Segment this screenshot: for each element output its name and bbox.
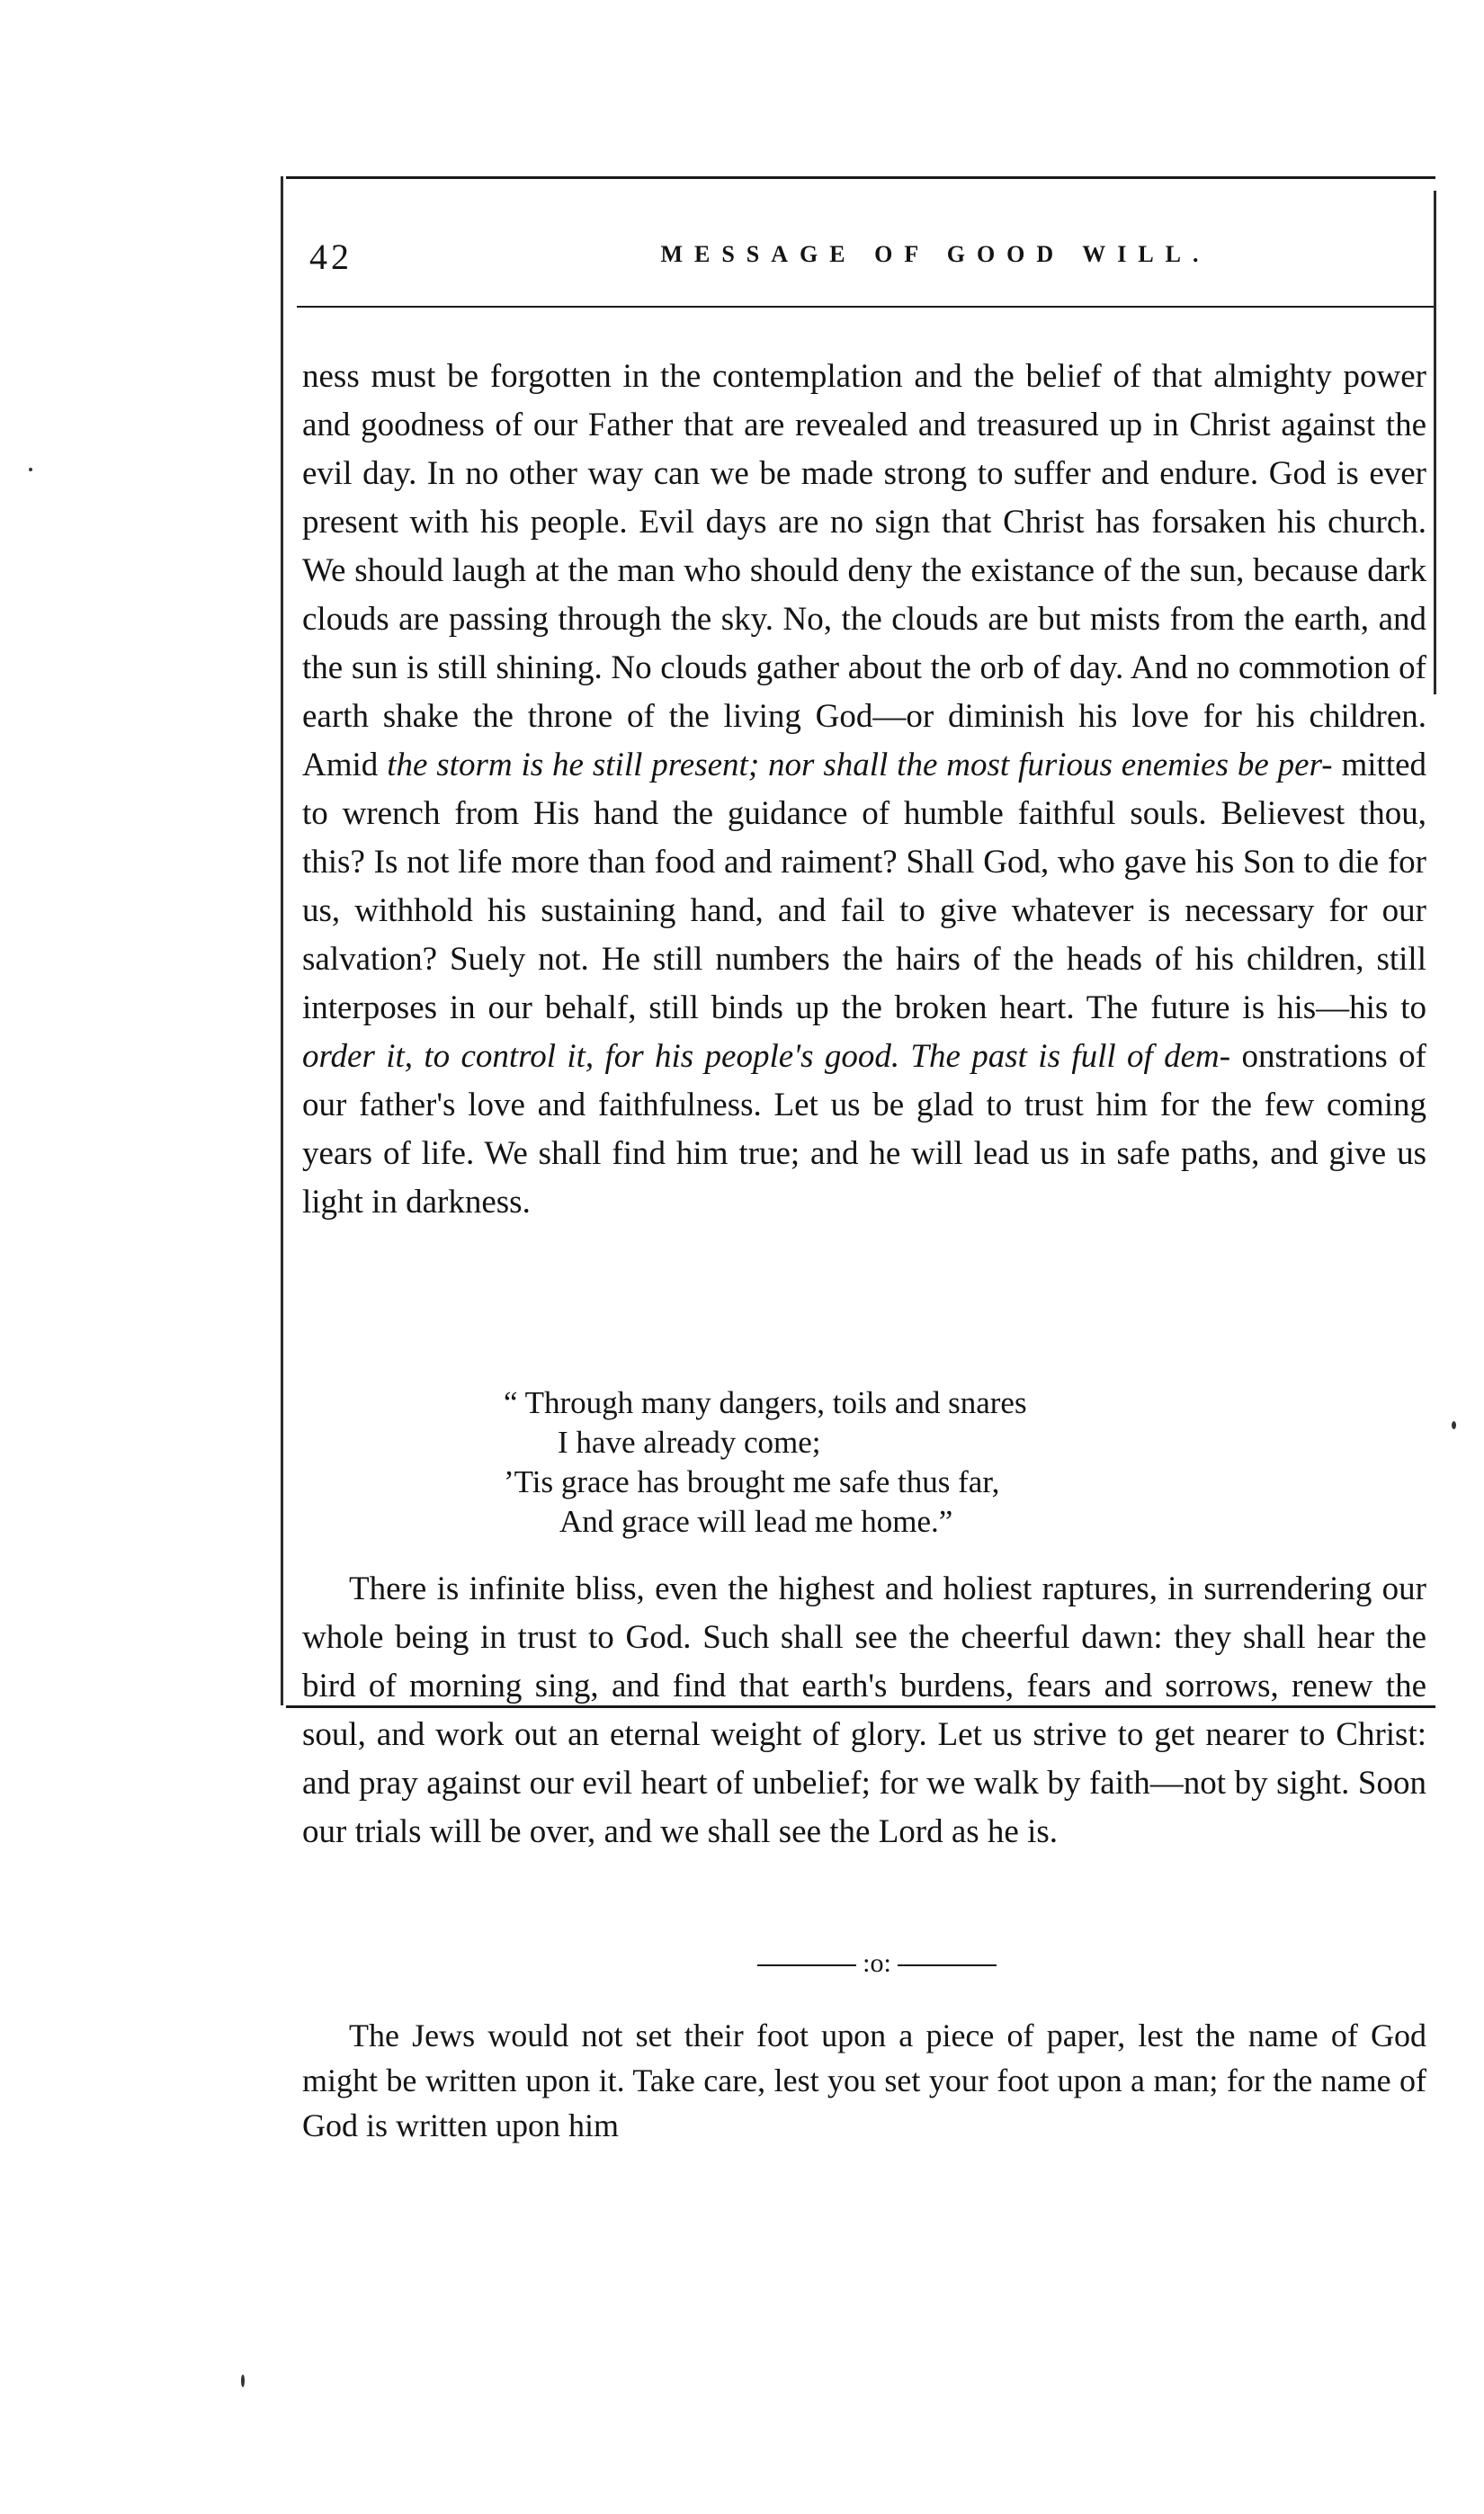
running-title: MESSAGE OF GOOD WILL. xyxy=(660,241,1211,267)
right-margin-line xyxy=(1434,191,1436,694)
page-header xyxy=(297,236,1434,281)
separator-mark: :o: xyxy=(863,1948,891,1978)
paragraph-text: ness must be forgotten in the contemplation and the belief of that almighty power and goodness of our Father that are revealed and treasured up in Christ against the evil day. In no other way can we be made strong to suffer and endure. God is ever present with his people. Evil days are no sign that Christ has forsaken his church. We should laugh at the man who should deny the existance of the sun, because dark clouds are passing through the sky. No, the clouds are but mists from the earth, and the sun is still shining. No clouds gather about the orb of day. And no commotion of earth shake the throne of the living God—or diminish his love for his children. Amid xyxy=(302,358,1426,783)
poem-line: And grace will lead me home.” xyxy=(559,1504,953,1539)
paragraph-text: onstrations of our father's love and faithfulness. Let us be glad to trust him for the few coming years of life. We shall find him true; and he will lead us in safe paths, and give us light in darkness. xyxy=(302,1038,1427,1221)
header-rule xyxy=(297,306,1434,308)
separator-dash xyxy=(757,1964,856,1966)
poem-line: ’Tis grace has brought me safe thus far, xyxy=(504,1464,1000,1499)
paragraph-text: mitted to wrench from His hand the guidance of humble faithful souls. Believest thou, this? Is not life more than food and raiment? Shall God, who gave his Son to die for us, withhold his sustaining hand, and fail to give whatever is necessary for our salvation? Suely not. He still numbers the hairs of the heads of his children, still interposes in our behalf, still binds up the broken heart. The future is his—his to xyxy=(302,747,1427,1026)
hymn-quotation xyxy=(504,1383,1027,1542)
scan-speck xyxy=(1452,1421,1456,1429)
paragraph-text: The Jews would not set their foot upon a piece of paper, lest the name of God might be written upon it. Take care, lest you set your foot upon a man; for the name of God is written upon him xyxy=(302,2017,1426,2143)
italic-text: order it, to control it, for his people's good. The past is full of dem- xyxy=(302,1038,1231,1075)
scan-speck xyxy=(241,2375,245,2387)
section-separator xyxy=(738,1948,1016,1979)
paragraph-infinite-bliss xyxy=(302,1565,1426,1856)
top-border-rule xyxy=(286,176,1435,179)
poem-line: “ Through many dangers, toils and snares xyxy=(504,1385,1027,1420)
paragraph-continuation xyxy=(302,353,1426,1227)
paragraph-jews-paper xyxy=(302,2013,1426,2148)
paragraph-text: There is infinite bliss, even the highest and holiest raptures, in surrendering our whole being in trust to God. Such shall see the cheerful dawn: they shall hear the bird of morning sing, and find that earth's burdens, fears and sorrows, renew the soul, and work out an eternal weight of glory. Let us strive to get nearer to Christ: and pray against our evil heart of unbelief; for we walk by faith—not by sight. Soon our trials will be over, and we shall see the Lord as he is. xyxy=(302,1570,1426,1850)
left-margin-line xyxy=(281,176,283,1705)
page-number: 42 xyxy=(309,237,353,277)
separator-dash xyxy=(898,1964,997,1966)
bottom-border-rule xyxy=(286,1705,1435,1708)
italic-text: the storm is he still present; nor shall the most furious enemies be per- xyxy=(387,747,1333,783)
scan-speck xyxy=(29,468,32,471)
poem-line: I have already come; xyxy=(558,1425,821,1460)
